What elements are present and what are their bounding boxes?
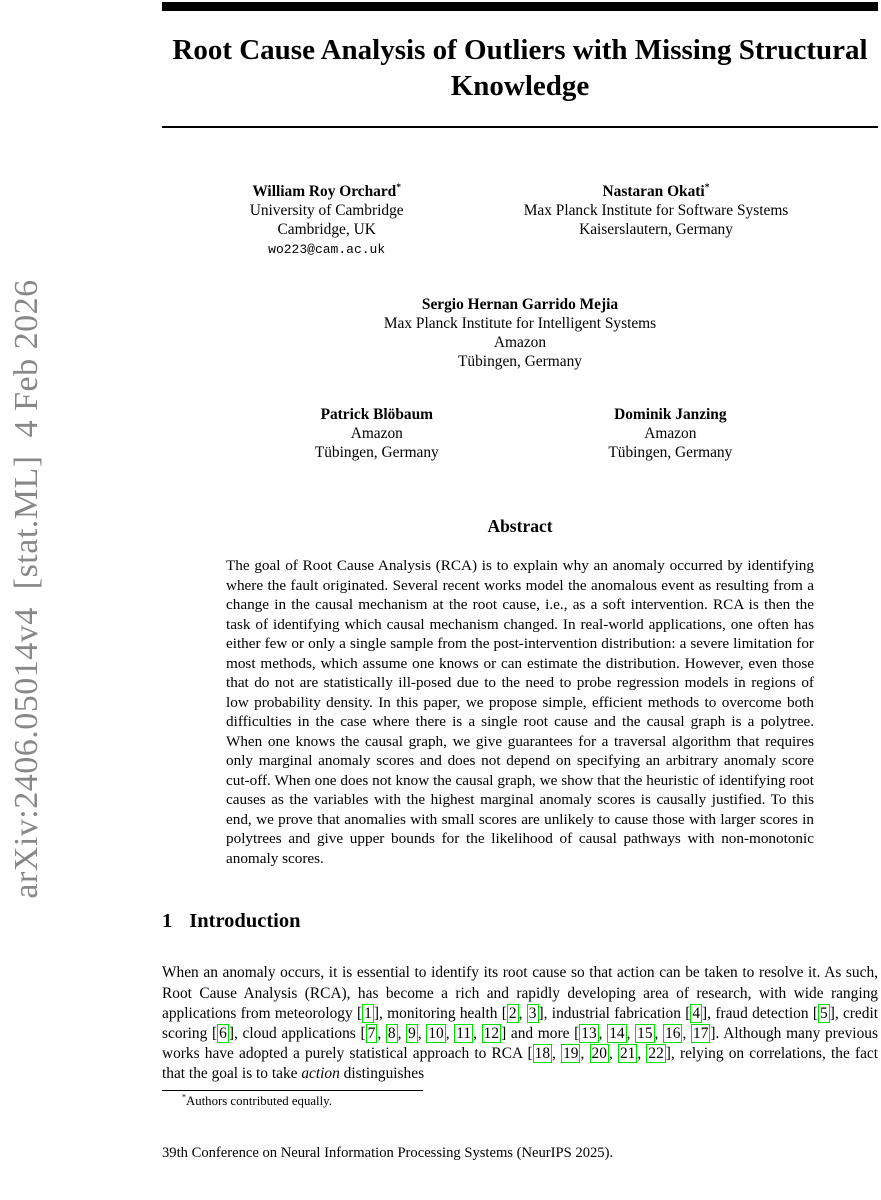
footnote-content: Authors contributed equally. <box>185 1093 332 1108</box>
author-affiliation: Amazon <box>493 334 547 352</box>
author-block-bloebaum <box>234 405 520 462</box>
author-block-janzing <box>527 405 813 462</box>
authors-row-2 <box>162 295 878 371</box>
citation-link[interactable]: 10 <box>428 1025 444 1043</box>
author-affiliation: Amazon <box>350 425 403 443</box>
intro-paragraph: When an anomaly occurs, it is essential to identify its root cause so that action can be taken to resolve it. As such, Root Cause Analysis (RCA), has become a rich and rapidly developing area of research, with wide ranging applications from meteorology [ 1 ], monitoring health [ 2 , 3 ], industrial fabrication [ 4 ], fraud detection [ 5 ], credit scoring [ 6 ], cloud applications [ 7 , 8 , 9 , 10 , 11 , 12 ] and more [ 13 , 14 , 15 , 16 , 17 ]. Although many previous works have adopted a purely statistical approach to RCA [ 18 , 19 , 20 , 21 , 22 ], relying on correlations, the fact that the goal is to take action distinguishes <box>162 964 879 1083</box>
author-name <box>484 182 828 201</box>
authors-row-3 <box>162 405 878 462</box>
author-affiliation: Kaiserslautern, Germany <box>579 221 733 239</box>
citation-link[interactable]: 19 <box>563 1045 579 1063</box>
equal-contribution-marker: * <box>396 182 402 194</box>
citation-link[interactable]: 14 <box>609 1025 625 1043</box>
footnote-text <box>162 1094 878 1109</box>
citation-link[interactable]: 4 <box>692 1004 701 1022</box>
citation-link[interactable]: 9 <box>408 1025 416 1043</box>
author-affiliation: Tübingen, Germany <box>608 444 733 462</box>
author-affiliation: Amazon <box>644 425 697 443</box>
citation-link[interactable]: 3 <box>528 1004 537 1022</box>
author-block-okati <box>484 182 828 259</box>
author-block-garrido-mejia <box>384 295 656 371</box>
section-title: Introduction <box>189 910 301 933</box>
citation-link[interactable]: 22 <box>648 1045 664 1063</box>
section-number: 1 <box>162 910 173 933</box>
author-name-text: Nastaran Okati <box>602 183 705 201</box>
footnote-rule <box>162 1090 423 1091</box>
author-name: Patrick Blöbaum <box>320 406 434 424</box>
author-affiliation: Max Planck Institute for Software Systems <box>523 202 789 220</box>
citation-link[interactable]: 17 <box>693 1025 709 1043</box>
citation-link[interactable]: 7 <box>367 1025 376 1043</box>
author-affiliation: Tübingen, Germany <box>314 444 439 462</box>
title-rule <box>162 126 878 129</box>
citation-link[interactable]: 15 <box>637 1025 653 1043</box>
author-name <box>183 182 469 201</box>
author-affiliation: Max Planck Institute for Intelligent Systems <box>383 315 657 333</box>
section-heading-introduction <box>162 910 878 933</box>
paper-title: Root Cause Analysis of Outliers with Missing Structural Knowledge <box>172 34 868 102</box>
author-affiliation: University of Cambridge <box>249 202 404 220</box>
citation-link[interactable]: 5 <box>819 1004 828 1022</box>
paper-page <box>162 0 878 1162</box>
equal-contribution-marker: * <box>704 182 710 194</box>
citation-link[interactable]: 13 <box>581 1025 597 1043</box>
authors-row-1 <box>162 182 878 259</box>
top-bar <box>162 2 878 11</box>
citation-link[interactable]: 1 <box>364 1004 372 1022</box>
footnote-marker: * <box>182 1092 186 1102</box>
abstract-heading: Abstract <box>487 516 553 537</box>
citation-link[interactable]: 2 <box>508 1004 517 1022</box>
emphasized-text: action <box>301 1065 340 1083</box>
arxiv-watermark: arXiv:2406.05014v4 [stat.ML] 4 Feb 2026 <box>8 279 45 899</box>
citation-link[interactable]: 21 <box>619 1045 636 1063</box>
citation-link[interactable]: 20 <box>591 1045 607 1063</box>
citation-link[interactable]: 16 <box>665 1025 681 1043</box>
citation-link[interactable]: 6 <box>219 1025 227 1043</box>
author-email: wo223@cam.ac.uk <box>268 242 386 258</box>
citation-link[interactable]: 18 <box>534 1045 551 1063</box>
author-affiliation: Tübingen, Germany <box>458 353 582 371</box>
author-block-orchard <box>183 182 469 259</box>
conference-footer: 39th Conference on Neural Information Processing Systems (NeurIPS 2025). <box>162 1144 614 1161</box>
author-affiliation: Cambridge, UK <box>277 221 376 239</box>
author-name: Sergio Hernan Garrido Mejia <box>421 296 619 314</box>
author-name-text: William Roy Orchard <box>252 183 397 201</box>
citation-link[interactable]: 12 <box>483 1025 500 1043</box>
author-name: Dominik Janzing <box>614 406 727 424</box>
citation-link[interactable]: 8 <box>387 1025 396 1043</box>
abstract-text: The goal of Root Cause Analysis (RCA) is to explain why an anomaly occurred by identifying where the fault originated. Several recent works model the anomalous event as resulting from a change in the causal mechanism at the root cause, i.e., as a soft intervention. RCA is then the task of identifying which causal mechanism changed. In real-world applications, one often has either few or only a single sample from the post-intervention distribution: a severe limitation for most methods, which assume one knows or can estimate the distribution. However, even those that do not are statistically ill-posed due to the need to probe regression models in regions of low probability density. In this paper, we propose simple, efficient methods to overcome both difficulties in the case where there is a single root cause and the causal graph is a polytree. When one knows the causal graph, we give guarantees for a traversal algorithm that requires only marginal anomaly scores and does not depend on specifying an arbitrary anomaly score cut-off. When one does not know the causal graph, we show that the heuristic of identifying root causes as the variables with the highest marginal anomaly scores is causally justified. To this end, we prove that anomalies with small scores are unlikely to cause those with larger scores in polytrees and give upper bounds for the likelihood of causal pathways with non-monotonic anomaly scores. <box>226 557 814 867</box>
citation-link[interactable]: 11 <box>456 1025 472 1043</box>
